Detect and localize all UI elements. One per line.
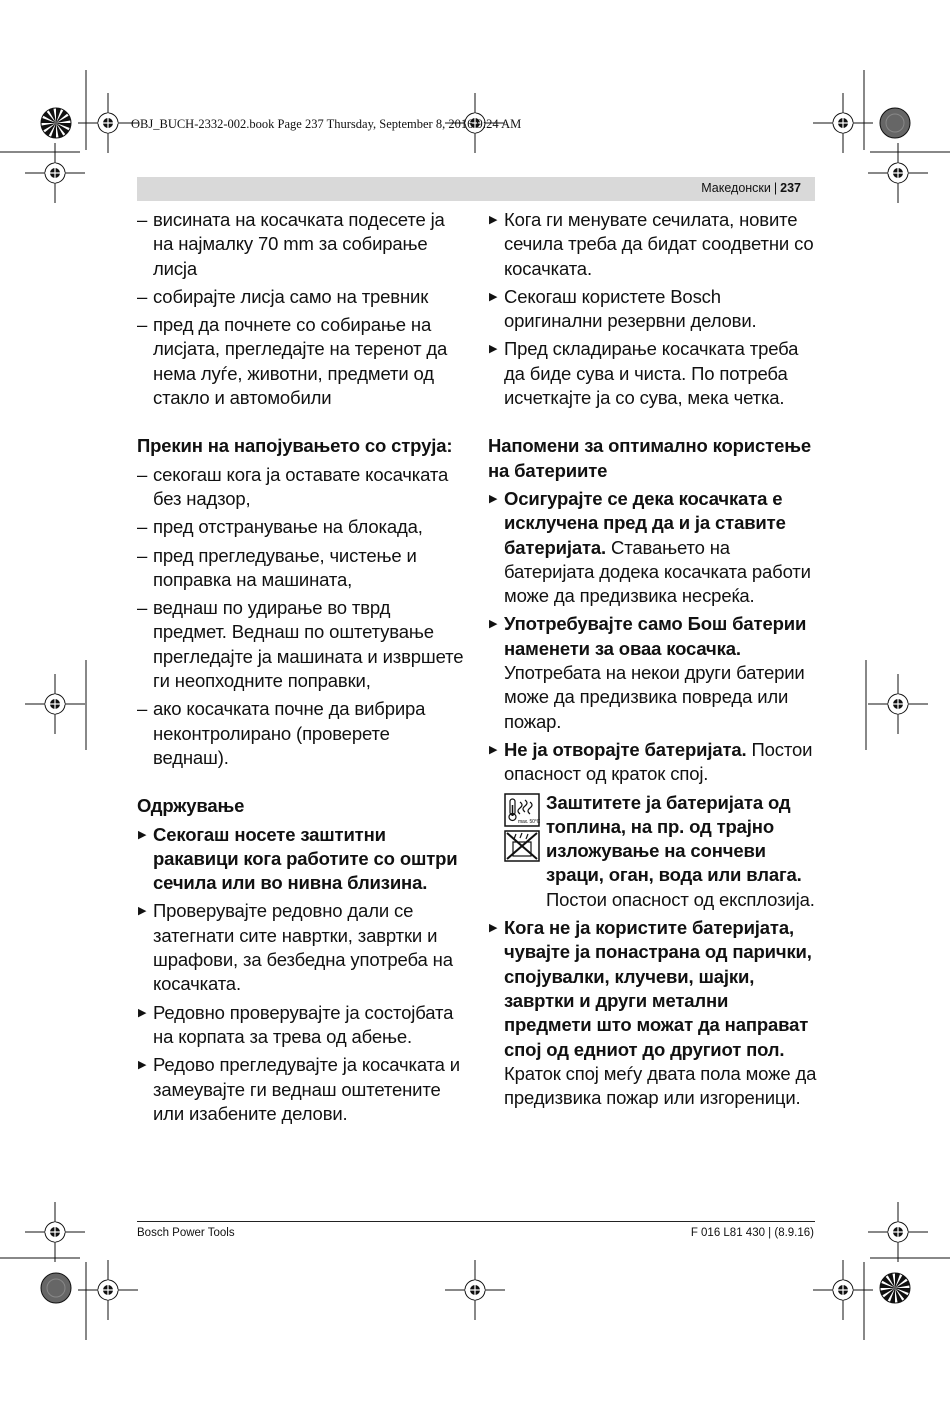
list-item	[137, 1053, 467, 1126]
footer-divider	[137, 1221, 815, 1222]
list-item	[488, 916, 820, 1110]
page-number: 237	[780, 181, 801, 195]
footer-document-code: F 016 L81 430 | (8.9.16)	[690, 1227, 814, 1239]
item-bold-text: Не ја отворајте батеријата.	[504, 738, 747, 760]
list-item: – веднаш по удирање во тврд предмет. Веднаш по оштетување прегледајте ја машината и извршете ги неопходните поправки,	[137, 596, 467, 693]
book-file-info: OBJ_BUCH-2332-002.book Page 237 Thursday, September 8, 2016 9:24 AM	[131, 117, 522, 131]
item-bold-text: Кога не ја користите батеријата, чувајте ја понастрана од парички, спојувалки, клучеви, шајки, завртки и други метални предмети што можат да направат спој од едниот до другиот пол.	[504, 917, 812, 1060]
no-water-icon	[504, 830, 540, 862]
header-separator: |	[773, 181, 778, 195]
item-text: Постои опасност од краток спој.	[504, 738, 813, 785]
list-item: ▶ Кога ги менувате сечилата, новите сечила треба да бидат соодветни со косачката.	[488, 208, 820, 281]
heat-warning-text: Постои опасност од експлозија.	[546, 888, 815, 910]
header-language: Македонски	[701, 181, 771, 195]
list-item: – собирајте лисја само на тревник	[137, 285, 467, 309]
maintenance-heading: Одржување	[137, 795, 245, 817]
heat-warning-block	[488, 791, 820, 912]
heat-temperature-icon	[504, 793, 540, 827]
right-column	[488, 208, 820, 1114]
item-text: Краток спој меѓу двата пола може да предизвика пожар или изгореници.	[504, 1062, 817, 1109]
battery-notes-heading: Напомени за оптимално користење на батериите	[488, 435, 811, 481]
item-text: Ставањето на батеријата додека косачката работи може да предизвика несреќа.	[504, 536, 811, 607]
item-text: Редовно проверувајте ја состојбата на корпата за трева од абење.	[153, 1001, 454, 1047]
list-item: – пред да почнете со собирање на лисјата, прегледајте на теренот да нема луѓе, животни, предмети од стакло и автомобили	[137, 313, 467, 410]
footer-brand: Bosch Power Tools	[137, 1227, 235, 1239]
list-item	[137, 823, 467, 896]
header-text	[701, 181, 801, 195]
list-item: ▶ Секогаш користете Bosch оригинални резервни делови.	[488, 285, 820, 334]
item-text: Редово прегледувајте ја косачката и замеувајте ги веднаш оштетените или изабените делови.	[153, 1054, 460, 1124]
list-item: – пред отстранување на блокада,	[137, 515, 467, 539]
list-item	[137, 1001, 467, 1050]
item-text: Употребата на некои други батерии може да предизвика повреда или пожар.	[504, 662, 805, 732]
power-disconnect-heading: Прекин на напојувањето со струја:	[137, 435, 453, 457]
list-item	[488, 612, 820, 733]
item-bold-text: Осигурајте се дека косачката е исклучена пред да и ја ставите батеријата.	[504, 487, 786, 558]
max-temperature-label: max. 50°C	[518, 818, 540, 825]
list-item: – ако косачката почне да вибрира неконтролирано (проверете веднаш).	[137, 697, 467, 770]
warning-icons	[504, 793, 540, 865]
list-item	[488, 487, 820, 608]
list-item: – висината на косачката подесете ја на најмалку 70 mm за собирање лисја	[137, 208, 467, 281]
item-bold-text: Употребувајте само Бош батерии наменети за оваа косачка.	[504, 613, 807, 659]
list-item: ▶ Пред складирање косачката треба да биде сува и чиста. По потреба исчеткајте ја со сува, мека четка.	[488, 337, 820, 410]
item-text: Проверувајте редовно дали се затегнати сите навртки, завртки и шрафови, за безбедна употреба на косачката.	[153, 900, 453, 995]
left-column	[137, 208, 467, 1130]
list-item: – секогаш кога ја оставате косачката без надзор,	[137, 463, 467, 512]
list-item: – пред прегледување, чистење и поправка на машината,	[137, 544, 467, 593]
list-item	[137, 899, 467, 996]
list-item	[488, 738, 820, 787]
page-header	[137, 177, 815, 201]
heat-warning-bold-text: Заштитете ја батеријата од топлина, на пр. од трајно изложување на сончеви зраци, оган, вода или влага.	[546, 791, 802, 886]
item-bold-text: Секогаш носете заштитни ракавици кога работите со оштри сечила или во нивна близина.	[153, 823, 458, 894]
